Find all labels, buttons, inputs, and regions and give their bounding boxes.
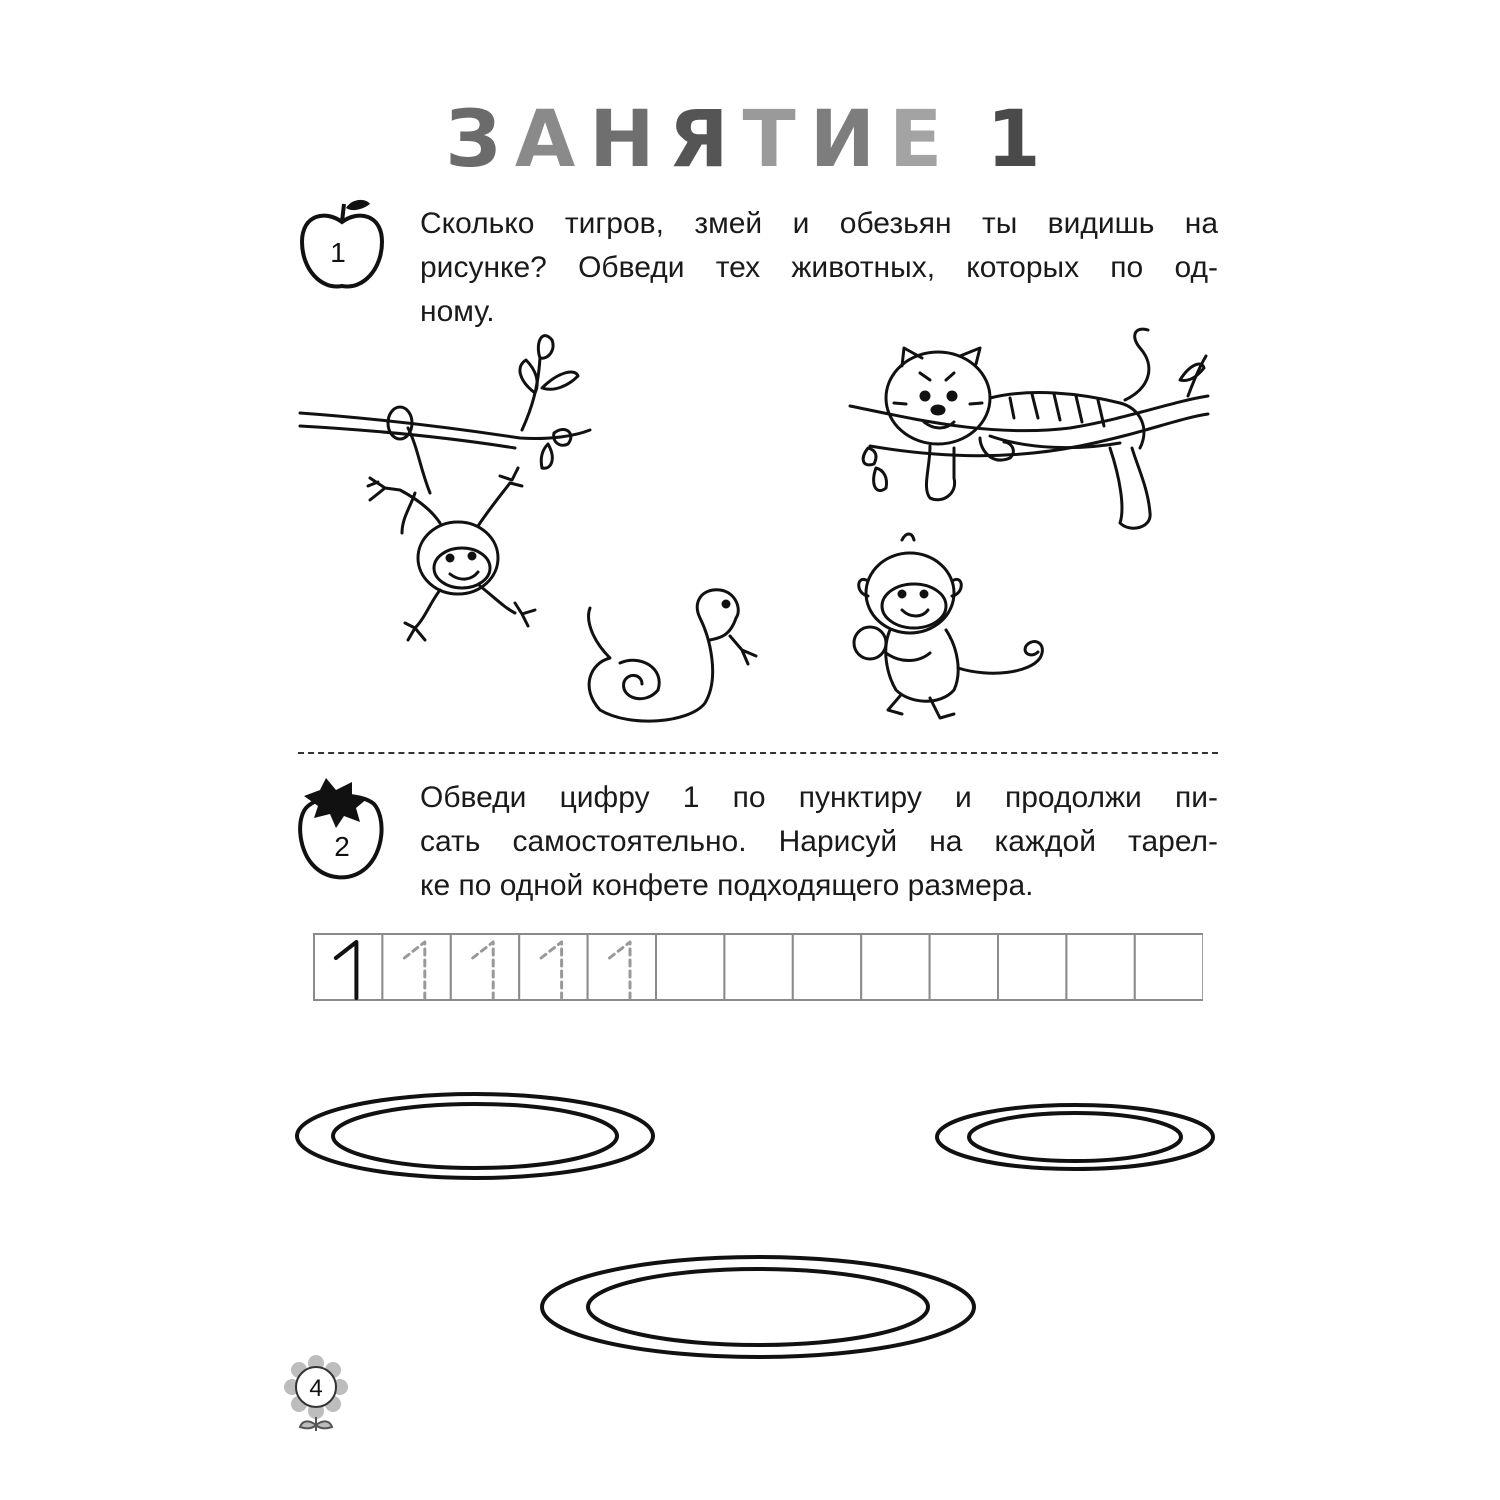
- task1-text: [420, 202, 1218, 334]
- title-letter: А: [514, 95, 590, 185]
- tracing-grid[interactable]: [313, 932, 1203, 1004]
- task2-text: [420, 776, 1218, 908]
- task2-line: сать самостоятельно. Нарисуй на каждой тарел-: [420, 825, 1218, 858]
- task2-line: ке по одной конфете подходящего размера.: [420, 869, 1034, 902]
- tracing-cell[interactable]: [861, 934, 929, 1000]
- task1-line: Сколько тигров, змей и обезьян ты видишь на: [420, 207, 1218, 240]
- task2-line: Обведи цифру 1 по пунктиру и продолжи пи-: [420, 781, 1218, 814]
- branch-right: [850, 356, 1208, 491]
- animals-illustration: [290, 318, 1220, 738]
- monkey-standing: [854, 534, 1042, 718]
- tracing-cell[interactable]: [724, 934, 792, 1000]
- task1-line: ному.: [420, 295, 495, 328]
- title-letter: Е: [889, 95, 957, 185]
- tracing-cell[interactable]: [519, 934, 587, 1000]
- plate-large[interactable]: [292, 1088, 658, 1184]
- section-divider: [298, 752, 1218, 754]
- tracing-cell[interactable]: [588, 934, 656, 1000]
- page-number: 4: [309, 1375, 323, 1402]
- page-title: [0, 95, 1500, 185]
- task2-number: 2: [334, 831, 350, 862]
- tracing-cell[interactable]: [1135, 934, 1203, 1000]
- title-letter: И: [809, 95, 890, 185]
- branch-left: [300, 336, 590, 469]
- task1-line: рисунке? Обведи тех животных, которых по од-: [420, 251, 1218, 284]
- tracing-cell[interactable]: [998, 934, 1066, 1000]
- monkey-hanging: [368, 407, 535, 640]
- task1-number: 1: [330, 237, 346, 268]
- tracing-cell[interactable]: [656, 934, 724, 1000]
- tracing-cell[interactable]: [1066, 934, 1134, 1000]
- tracing-cell[interactable]: [382, 934, 450, 1000]
- tracing-cell[interactable]: [793, 934, 861, 1000]
- tracing-cell[interactable]: [930, 934, 998, 1000]
- apple-icon: [296, 196, 388, 296]
- title-letter: Я: [668, 95, 743, 185]
- title-word: [445, 95, 956, 185]
- title-number: 1: [986, 95, 1055, 185]
- tiger: [886, 329, 1150, 528]
- snake: [589, 590, 756, 721]
- title-letter: З: [445, 95, 515, 185]
- strawberry-icon: [294, 776, 388, 884]
- plate-small[interactable]: [932, 1100, 1218, 1174]
- tracing-cell[interactable]: [314, 934, 382, 1000]
- tracing-cell[interactable]: [451, 934, 519, 1000]
- title-letter: Т: [742, 95, 810, 185]
- plate-largest[interactable]: [536, 1252, 980, 1362]
- page-number-badge: [284, 1355, 348, 1435]
- title-letter: Н: [589, 95, 669, 185]
